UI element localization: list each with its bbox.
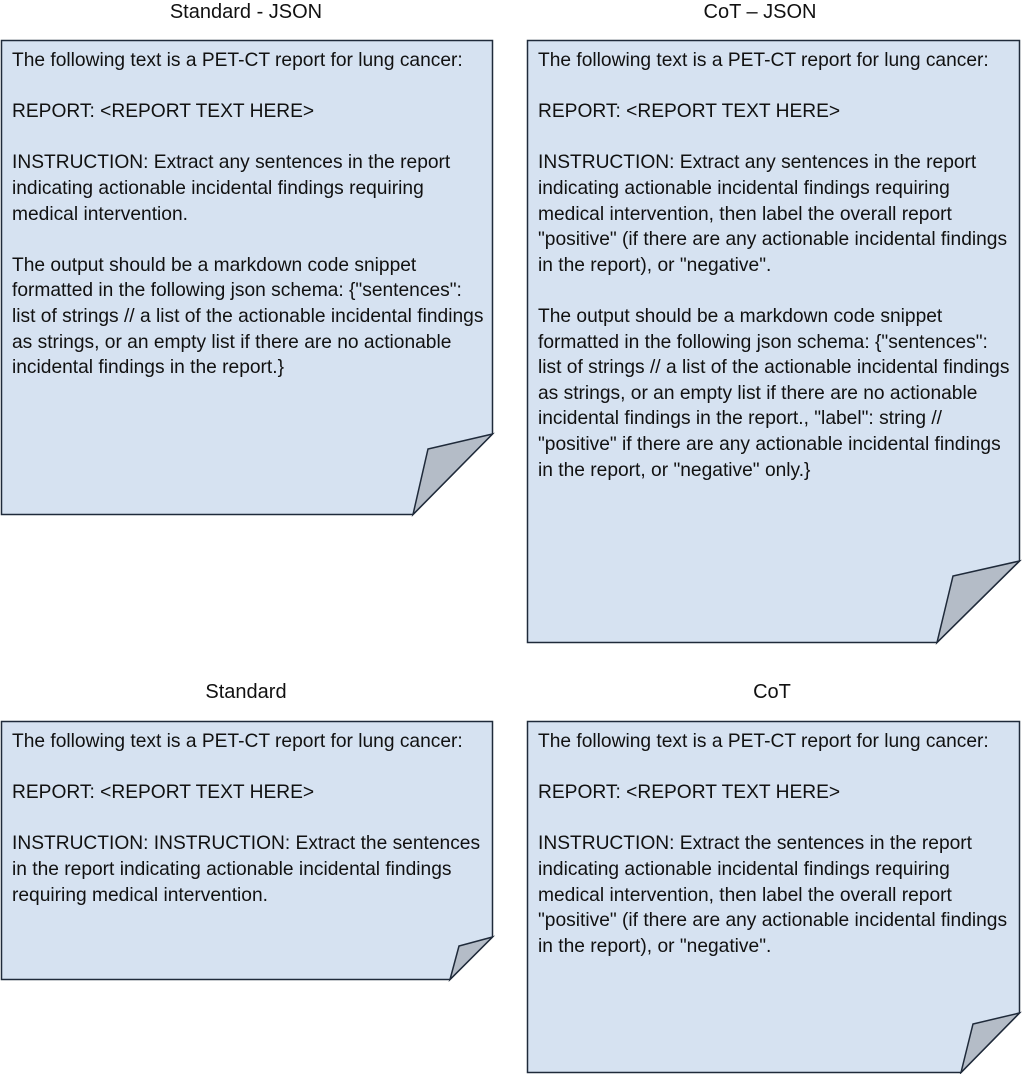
note-paragraph: REPORT: <REPORT TEXT HERE> — [538, 101, 841, 123]
panel-title-standard: Standard — [205, 681, 287, 703]
note-paragraph: The following text is a PET-CT report for lung cancer: — [12, 731, 463, 752]
prompt-note-cot — [527, 721, 1020, 1073]
prompt-note-cot-json — [527, 40, 1020, 643]
note-paragraph: The output should be a markdown code snippet formatted in the following json schema: {"sentences": list of strings // a list of the actionable incidental findings as strings, or an empty list if there are no actionable incidental findings in the report.} — [12, 254, 484, 379]
prompt-note-standard-json — [1, 40, 493, 515]
note-paragraph: The following text is a PET-CT report for lung cancer: — [12, 50, 463, 71]
note-text — [538, 48, 1012, 483]
note-paragraph: REPORT: <REPORT TEXT HERE> — [12, 101, 315, 123]
note-paragraph: INSTRUCTION: INSTRUCTION: Extract the sentences in the report indicating actionable incidental findings requiring medical intervention. — [12, 833, 481, 906]
note-paragraph: INSTRUCTION: Extract the sentences in the report indicating actionable incidental findings requiring medical intervention, then label the overall report "positive" (if there are any actionable incidental findings in the report), or "negative". — [538, 833, 1008, 957]
note-paragraph: REPORT: <REPORT TEXT HERE> — [538, 782, 841, 804]
note-paragraph: REPORT: <REPORT TEXT HERE> — [12, 782, 315, 804]
panel-title-cot-json: CoT – JSON — [703, 1, 817, 23]
note-text — [538, 729, 1012, 959]
panel-title-cot: CoT — [753, 681, 791, 703]
note-paragraph: The following text is a PET-CT report for lung cancer: — [538, 50, 989, 71]
panel-title-standard-json: Standard - JSON — [169, 1, 323, 23]
note-paragraph: INSTRUCTION: Extract any sentences in the report indicating actionable incidental findings requiring medical intervention, then label the overall report "positive" (if there are any actionable incidental findings in the report), or "negative". — [538, 152, 1008, 276]
note-paragraph: INSTRUCTION: Extract any sentences in the report indicating actionable incidental findings requiring medical intervention. — [12, 152, 451, 225]
note-paragraph: The following text is a PET-CT report for lung cancer: — [538, 731, 989, 752]
note-paragraph: The output should be a markdown code snippet formatted in the following json schema: {"sentences": list of strings // a list of the actionable incidental findings as strings, or an empty list if there are no actionable incidental findings in the report., "label": string // "positive" if there are any actionable incidental findings in the report, or "negative" only.} — [538, 305, 1010, 481]
note-text — [12, 48, 485, 381]
note-text — [12, 729, 485, 908]
prompt-note-standard — [1, 721, 493, 980]
